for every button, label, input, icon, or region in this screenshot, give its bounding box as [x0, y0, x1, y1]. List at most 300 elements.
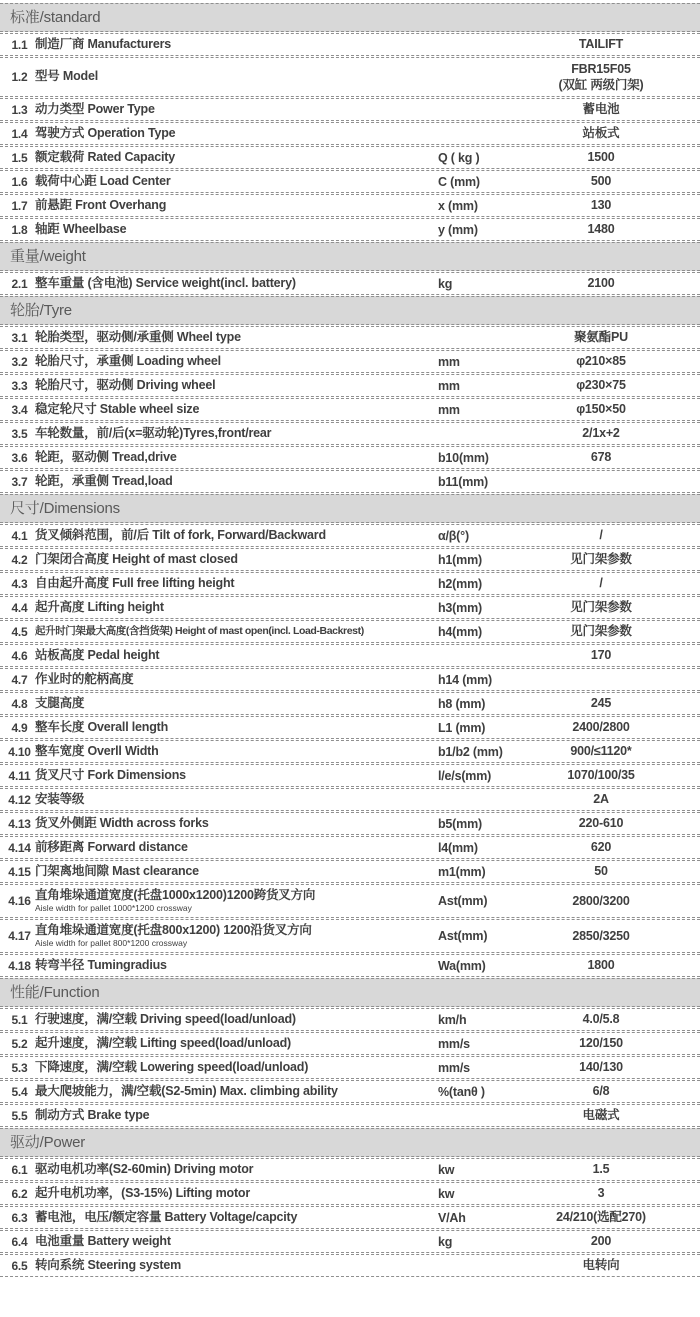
spec-row [0, 620, 700, 643]
row-label [34, 1010, 438, 1030]
row-number: 1.3 [11, 102, 28, 117]
row-label [34, 694, 438, 714]
row-value [530, 791, 700, 807]
spec-row [0, 146, 700, 169]
row-label-text: 动力类型 Power Type [35, 101, 155, 116]
spec-row [0, 919, 700, 953]
row-value-line2: (双缸 两级门架) [558, 78, 644, 92]
row-number: 4.1 [11, 528, 28, 543]
row-value-text: 聚氨酯PU [574, 330, 628, 345]
row-value [530, 1257, 700, 1273]
row-number: 4.3 [11, 576, 28, 591]
row-label-text: 驾驶方式 Operation Type [35, 125, 176, 140]
row-label-text: 额定载荷 Rated Capacity [35, 149, 175, 164]
row-value [530, 863, 700, 879]
row-value [530, 1035, 700, 1051]
row-label-text: 货叉尺寸 Fork Dimensions [35, 767, 186, 782]
row-label-text: 车轮数量，前/后(x=驱动轮)Tyres,front/rear [35, 425, 272, 440]
row-value-text: 140/130 [579, 1060, 623, 1075]
row-value [530, 1059, 700, 1075]
spec-row [0, 98, 700, 121]
row-number: 4.17 [8, 929, 31, 943]
row-label [34, 1184, 438, 1204]
row-label-text: 稳定轮尺寸 Stable wheel size [35, 401, 200, 416]
spec-row [0, 764, 700, 787]
row-unit: l4(mm) [438, 840, 478, 855]
row-value [530, 527, 700, 543]
row-label-text: 制造厂商 Manufacturers [35, 36, 172, 51]
row-label [34, 472, 438, 492]
spec-row [0, 57, 700, 97]
row-label [34, 623, 438, 640]
row-label-text: 自由起升高度 Full free lifting height [35, 575, 235, 590]
row-unit: y (mm) [438, 222, 478, 237]
row-number: 1.1 [11, 37, 28, 52]
row-value-text: TAILIFT [578, 37, 624, 52]
row-value-text: 900/≤1120* [570, 744, 632, 759]
row-label-text: 转弯半径 Tumingradius [35, 957, 167, 972]
row-number: 1.6 [11, 174, 28, 189]
row-label-text: 直角堆垛通道宽度(托盘800x1200) 1200沿货叉方向 [35, 922, 312, 937]
row-unit: m1(mm) [438, 864, 486, 879]
row-value [530, 695, 700, 711]
row-unit: Ast(mm) [438, 929, 488, 943]
row-label [34, 1232, 438, 1252]
row-label [34, 424, 438, 444]
spec-row [0, 326, 700, 349]
row-label [34, 196, 438, 216]
section-header [0, 1128, 700, 1157]
row-value [530, 1107, 700, 1123]
row-value-text: 220-610 [578, 816, 624, 831]
row-number: 4.4 [11, 600, 28, 615]
row-label [34, 220, 438, 240]
row-value [530, 647, 700, 663]
row-label-text: 轮距，驱动侧 Tread,drive [35, 449, 177, 464]
row-value-text: 200 [590, 1234, 612, 1249]
row-label-text: 制动方式 Brake type [35, 1107, 150, 1122]
row-value [530, 719, 700, 735]
row-unit: b5(mm) [438, 816, 482, 831]
spec-row [0, 170, 700, 193]
row-value-text: 2400/2800 [572, 720, 630, 735]
row-unit: b1/b2 (mm) [438, 744, 503, 759]
spec-row [0, 272, 700, 295]
row-number: 4.18 [8, 958, 31, 973]
row-label [34, 598, 438, 618]
row-label [34, 1208, 438, 1228]
row-number: 5.2 [11, 1036, 28, 1051]
row-value-text: 电磁式 [582, 1108, 620, 1123]
spec-row [0, 1032, 700, 1055]
row-value-text: φ230×75 [576, 378, 626, 393]
row-number: 2.1 [11, 276, 28, 291]
row-number: 5.4 [11, 1084, 28, 1099]
row-label-text: 载荷中心距 Load Center [35, 173, 171, 188]
row-unit: L1 (mm) [438, 720, 486, 735]
spec-row [0, 788, 700, 811]
row-unit: h1(mm) [438, 552, 482, 567]
row-label-text: 整车宽度 Overll Width [35, 743, 159, 758]
spec-row [0, 716, 700, 739]
row-unit: h8 (mm) [438, 696, 486, 711]
row-unit: kw [438, 1186, 455, 1201]
spec-row [0, 194, 700, 217]
row-value-text: 500 [590, 174, 612, 189]
row-value-text: 1.5 [592, 1162, 610, 1177]
row-label [34, 574, 438, 594]
row-value-text: 245 [590, 696, 612, 711]
row-unit: kw [438, 1162, 455, 1177]
spec-row [0, 860, 700, 883]
row-sublabel: Aisle width for pallet 1000*1200 crossway [35, 903, 192, 914]
row-label [34, 814, 438, 834]
spec-row [0, 692, 700, 715]
row-number: 5.5 [11, 1108, 28, 1123]
row-value [530, 173, 700, 189]
section-header [0, 296, 700, 325]
row-value-text: / [599, 528, 603, 543]
row-value [530, 839, 700, 855]
row-unit: Ast(mm) [438, 894, 488, 908]
row-label-text: 整车长度 Overall length [35, 719, 169, 734]
row-label-text: 货叉倾斜范围，前/后 Tilt of fork, Forward/Backward [35, 527, 326, 542]
row-unit: mm/s [438, 1036, 470, 1051]
row-label [34, 352, 438, 372]
row-value [530, 36, 700, 52]
row-value [530, 957, 700, 973]
row-number: 4.5 [11, 624, 28, 639]
row-value-text: 2/1x+2 [582, 426, 620, 441]
row-value [530, 101, 700, 117]
row-value [530, 449, 700, 465]
row-value [530, 329, 700, 345]
row-value-text: 站板式 [582, 126, 620, 141]
section-header [0, 494, 700, 523]
spec-row [0, 398, 700, 421]
spec-row [0, 218, 700, 241]
row-number: 4.2 [11, 552, 28, 567]
section-title: 标准/standard [10, 9, 101, 26]
row-value-text: φ150×50 [576, 402, 626, 417]
row-label [34, 838, 438, 858]
row-label-text: 驱动电机功率(S2-60min) Driving motor [35, 1161, 254, 1176]
row-unit: h14 (mm) [438, 672, 492, 687]
spec-row [0, 1008, 700, 1031]
row-value [530, 623, 700, 639]
row-label-text: 起升时门架最大高度(含挡货架) Height of mast open(incl. Load-Backrest) [35, 624, 364, 637]
spec-row [0, 470, 700, 493]
row-value [530, 1209, 700, 1225]
row-value [530, 1185, 700, 1201]
row-value-text: 2850/3250 [572, 928, 630, 943]
row-number: 1.2 [11, 70, 28, 84]
row-value-text: 2800/3200 [572, 893, 630, 908]
row-value [530, 928, 700, 944]
spec-row [0, 572, 700, 595]
row-value [530, 1233, 700, 1249]
row-value-text: 蓄电池 [582, 102, 620, 117]
spec-row [0, 740, 700, 763]
row-label [34, 790, 438, 810]
row-label [34, 550, 438, 570]
row-label-text: 作业时的舵柄高度 [35, 671, 134, 686]
spec-row [0, 884, 700, 918]
spec-table [0, 3, 700, 1277]
row-unit: V/Ah [438, 1210, 466, 1225]
section-title: 性能/Function [10, 984, 100, 1001]
row-number: 4.10 [8, 744, 31, 759]
row-label [34, 1256, 438, 1276]
row-label [34, 400, 438, 420]
row-number: 4.16 [8, 894, 31, 908]
row-number: 5.1 [11, 1012, 28, 1027]
row-unit: α/β(°) [438, 528, 469, 543]
row-label [34, 1106, 438, 1126]
section-header [0, 3, 700, 32]
section-title: 轮胎/Tyre [10, 302, 72, 319]
section-title: 重量/weight [10, 248, 86, 265]
row-value-text: 6/8 [592, 1084, 610, 1099]
row-label-text: 直角堆垛通道宽度(托盘1000x1200)1200跨货叉方向 [35, 887, 316, 902]
spec-row [0, 1104, 700, 1127]
row-number: 3.4 [11, 402, 28, 417]
row-number: 1.4 [11, 126, 28, 141]
row-label-text: 门架闭合高度 Height of mast closed [35, 551, 238, 566]
row-label-text: 轮胎尺寸，驱动侧 Driving wheel [35, 377, 216, 392]
row-label [34, 448, 438, 468]
row-label-text: 支腿高度 [35, 695, 85, 710]
row-value-text: 620 [590, 840, 612, 855]
row-value [530, 815, 700, 831]
row-value [530, 125, 700, 141]
row-number: 3.3 [11, 378, 28, 393]
row-value-text: 3 [597, 1186, 605, 1201]
row-unit: Q ( kg ) [438, 150, 480, 165]
row-value-text: 2100 [587, 276, 615, 291]
row-label-text: 下降速度，满/空载 Lowering speed(load/unload) [35, 1059, 309, 1074]
row-label-text: 最大爬坡能力，满/空载(S2-5min) Max. climbing ability [35, 1083, 338, 1098]
row-unit: b11(mm) [438, 474, 489, 489]
spec-row [0, 350, 700, 373]
row-number: 6.5 [11, 1258, 28, 1273]
row-unit: h2(mm) [438, 576, 482, 591]
row-number: 4.14 [8, 840, 31, 855]
spec-row [0, 1056, 700, 1079]
row-value-text: / [599, 576, 603, 591]
row-value-text: 电转向 [582, 1258, 620, 1273]
row-number: 3.7 [11, 474, 28, 489]
row-value [530, 743, 700, 759]
row-number: 4.6 [11, 648, 28, 663]
row-value-text: 1070/100/35 [567, 768, 635, 783]
row-value-text: 170 [590, 648, 612, 663]
row-unit: x (mm) [438, 198, 478, 213]
spec-row [0, 1206, 700, 1229]
row-number: 4.7 [11, 672, 28, 687]
row-number: 4.9 [11, 720, 28, 735]
row-unit: C (mm) [438, 174, 480, 189]
spec-row [0, 446, 700, 469]
spec-row [0, 1230, 700, 1253]
row-label [34, 100, 438, 120]
row-value-text: 130 [590, 198, 612, 213]
row-value [530, 149, 700, 165]
spec-row [0, 1182, 700, 1205]
spec-row [0, 812, 700, 835]
row-label [34, 1082, 438, 1102]
spec-row [0, 33, 700, 56]
row-value-text: FBR15F05 [571, 61, 631, 76]
row-label [34, 1058, 438, 1078]
row-value-text: 120/150 [579, 1036, 623, 1051]
row-value [530, 1011, 700, 1027]
row-value-text: φ210×85 [576, 354, 626, 369]
row-label-text: 转向系统 Steering system [35, 1257, 182, 1272]
row-label-text: 前悬距 Front Overhang [35, 197, 167, 212]
row-label-text: 门架离地间隙 Mast clearance [35, 863, 199, 878]
row-label-text: 起升高度 Lifting height [35, 599, 164, 614]
row-label [34, 862, 438, 882]
row-label-text: 整车重量 (含电池) Service weight(incl. battery) [35, 275, 296, 290]
row-label [34, 274, 438, 294]
spec-row [0, 122, 700, 145]
row-value [530, 377, 700, 393]
row-number: 4.15 [8, 864, 31, 879]
row-number: 4.8 [11, 696, 28, 711]
row-number: 5.3 [11, 1060, 28, 1075]
row-value [530, 425, 700, 441]
row-label [34, 1160, 438, 1180]
row-value-text: 24/210(选配270) [556, 1210, 646, 1225]
row-unit: Wa(mm) [438, 958, 486, 973]
row-value [530, 221, 700, 237]
row-unit: %(tanθ ) [438, 1084, 485, 1099]
row-label-text: 起升速度，满/空载 Lifting speed(load/unload) [35, 1035, 291, 1050]
row-label-text: 货叉外侧距 Width across forks [35, 815, 209, 830]
row-label-text: 站板高度 Pedal height [35, 647, 160, 662]
spec-row [0, 548, 700, 571]
row-number: 6.3 [11, 1210, 28, 1225]
spec-row [0, 1080, 700, 1103]
spec-row [0, 954, 700, 977]
row-unit: mm [438, 354, 460, 369]
section-header [0, 242, 700, 271]
row-value-text: 见门架参数 [570, 600, 632, 615]
row-number: 3.1 [11, 330, 28, 345]
row-label [34, 886, 438, 916]
row-label [34, 956, 438, 976]
row-label-text: 起升电机功率，(S3-15%) Lifting motor [35, 1185, 251, 1200]
row-number: 4.13 [8, 816, 31, 831]
row-number: 1.8 [11, 222, 28, 237]
row-unit: h4(mm) [438, 624, 482, 639]
section-title: 驱动/Power [10, 1134, 86, 1151]
row-value [530, 767, 700, 783]
row-unit: km/h [438, 1012, 467, 1027]
row-number: 6.1 [11, 1162, 28, 1177]
row-label [34, 148, 438, 168]
row-sublabel: Aisle width for pallet 800*1200 crossway [35, 938, 188, 949]
row-value-text: 1480 [587, 222, 615, 237]
row-value-text: 678 [590, 450, 612, 465]
row-label [34, 921, 438, 951]
row-label [34, 67, 438, 87]
row-unit: kg [438, 1234, 453, 1249]
row-value [530, 1161, 700, 1177]
row-label [34, 172, 438, 192]
row-label [34, 526, 438, 546]
row-label-text: 蓄电池，电压/额定容量 Battery Voltage/capcity [35, 1209, 298, 1224]
row-number: 1.7 [11, 198, 28, 213]
row-number: 4.11 [8, 768, 31, 783]
row-number: 6.2 [11, 1186, 28, 1201]
row-label [34, 1034, 438, 1054]
row-unit: mm [438, 402, 460, 417]
spec-row [0, 1158, 700, 1181]
row-label-text: 行驶速度，满/空载 Driving speed(load/unload) [35, 1011, 296, 1026]
row-label-text: 轮胎尺寸，承重侧 Loading wheel [35, 353, 221, 368]
row-unit: b10(mm) [438, 450, 489, 465]
row-value [530, 893, 700, 909]
row-value [530, 575, 700, 591]
row-label [34, 646, 438, 666]
row-label [34, 376, 438, 396]
spec-row [0, 596, 700, 619]
row-number: 3.5 [11, 426, 28, 441]
spec-row [0, 668, 700, 691]
row-value [530, 61, 700, 94]
row-value [530, 353, 700, 369]
row-value-text: 1800 [587, 958, 615, 973]
row-label-text: 安装等级 [35, 791, 85, 806]
row-number: 3.6 [11, 450, 28, 465]
spec-row [0, 1254, 700, 1277]
row-label-text: 型号 Model [35, 69, 98, 84]
row-value-text: 50 [594, 864, 608, 879]
spec-row [0, 644, 700, 667]
row-label [34, 124, 438, 144]
spec-row [0, 836, 700, 859]
row-label [34, 670, 438, 690]
row-value [530, 599, 700, 615]
row-value [530, 1083, 700, 1099]
row-value-text: 见门架参数 [570, 552, 632, 567]
row-label [34, 766, 438, 786]
row-number: 6.4 [11, 1234, 28, 1249]
row-label-text: 电池重量 Battery weight [35, 1233, 171, 1248]
spec-row [0, 422, 700, 445]
row-value-text: 1500 [587, 150, 615, 165]
row-number: 3.2 [11, 354, 28, 369]
row-label-text: 前移距离 Forward distance [35, 839, 188, 854]
row-unit: kg [438, 276, 453, 291]
row-label [34, 718, 438, 738]
row-number: 1.5 [11, 150, 28, 165]
row-value-text: 4.0/5.8 [582, 1012, 620, 1027]
row-label [34, 742, 438, 762]
row-unit: h3(mm) [438, 600, 482, 615]
row-label [34, 35, 438, 55]
section-header [0, 978, 700, 1007]
row-value [530, 401, 700, 417]
row-label [34, 328, 438, 348]
row-value [530, 197, 700, 213]
row-unit: mm [438, 378, 460, 393]
section-title: 尺寸/Dimensions [10, 500, 120, 517]
row-value-text: 见门架参数 [570, 624, 632, 639]
row-label-text: 轮胎类型，驱动侧/承重侧 Wheel type [35, 329, 241, 344]
